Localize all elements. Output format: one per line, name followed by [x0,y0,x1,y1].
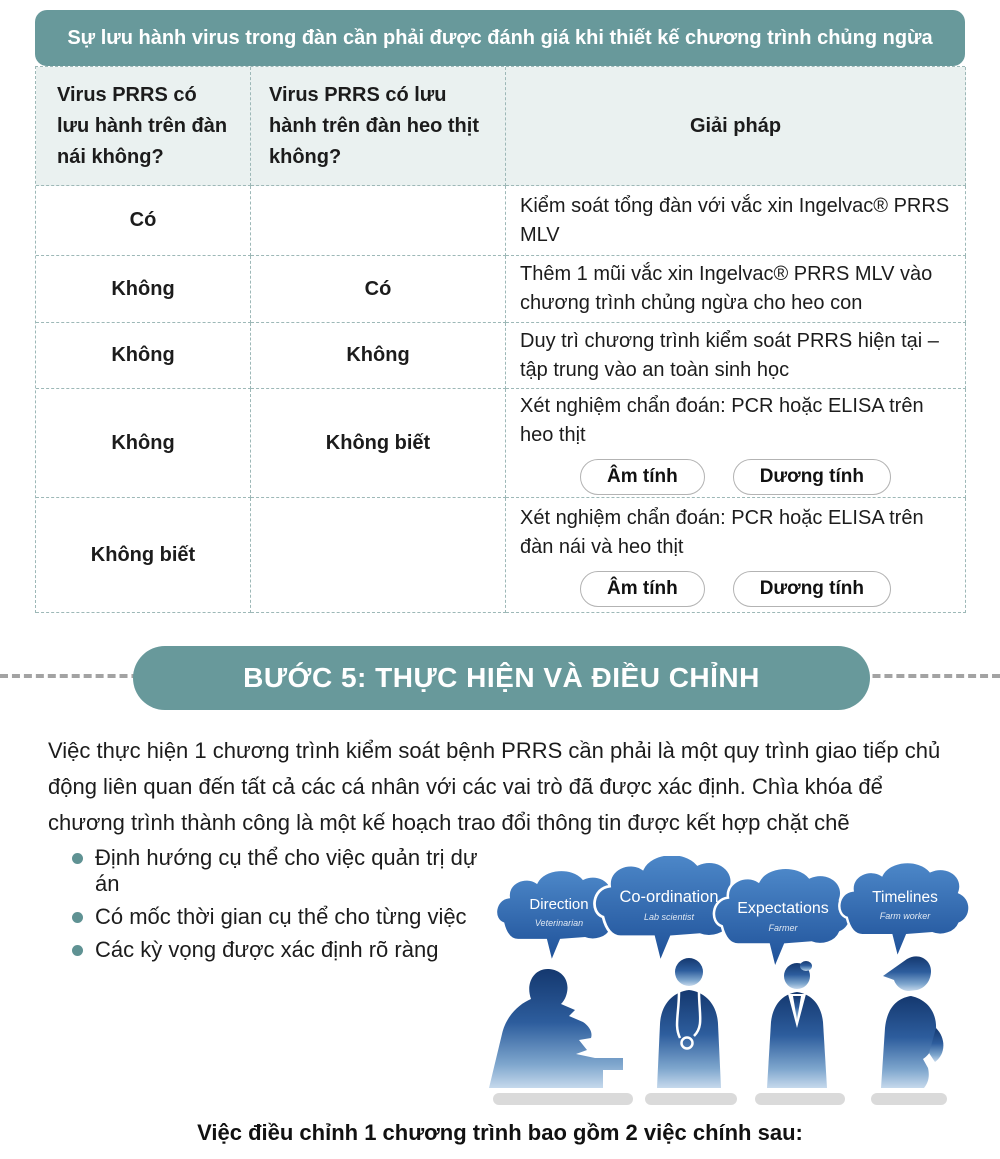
header-finisher-column [251,67,506,186]
list-item [72,845,502,897]
bullet-text: Có mốc thời gian cụ thể cho từng việc [95,904,467,929]
positive-result-button[interactable]: Dương tính [733,459,891,495]
table-row-5-sow: Không biết [36,498,251,613]
bubble-subtitle-farm-worker: Farm worker [879,911,931,921]
circulation-assessment-banner [35,10,965,66]
farm-worker-silhouette [881,956,943,1088]
table-row-2-solution [506,256,966,323]
header-sow-label: Virus PRRS có lưu hành trên đàn nái không? [57,83,228,168]
table-row-4-solution [506,389,966,498]
test-result-buttons [520,459,951,495]
table-row-1-solution [506,186,966,256]
header-solution-label: Giải pháp [689,114,782,137]
header-solution-column [506,67,966,186]
table-row-2-sow: Không [36,256,251,323]
veterinarian-silhouette [657,958,721,1088]
table-row-3-finisher: Không [251,323,506,389]
bubble-subtitle-lab-scientist: Lab scientist [643,912,695,922]
lab-scientist-silhouette [489,969,623,1088]
solution-text: Thêm 1 mũi vắc xin Ingelvac® PRRS MLV vào chương trình chủng ngừa cho heo con [520,263,933,314]
table-row-4-finisher: Không biết [251,389,506,498]
roles-illustration-svg [483,856,995,1111]
farmer-silhouette [767,961,827,1088]
step5-heading-text: BƯỚC 5: THỰC HIỆN VÀ ĐIỀU CHỈNH [243,662,760,693]
bubble-subtitle-veterinarian: Veterinarian [534,918,584,928]
table-row-5-finisher [251,498,506,613]
list-item [72,904,502,930]
solution-text: Kiểm soát tổng đàn với vắc xin Ingelvac® PRRS MLV [520,194,950,246]
negative-result-button[interactable]: Âm tính [580,459,705,495]
table-row-3-solution [506,323,966,389]
bullet-dot-icon [72,853,83,864]
communication-roles-illustration [483,856,995,1111]
list-item [72,937,502,963]
header-finisher-label: Virus PRRS có lưu hành trên đàn heo thịt không? [269,83,479,168]
table-row-1-sow: Có [36,186,251,256]
bullet-dot-icon [72,945,83,956]
bullet-text: Các kỳ vọng được xác định rõ ràng [95,937,439,962]
bubble-subtitle-farmer: Farmer [768,923,798,933]
table-row-5-solution [506,498,966,613]
banner-text: Sự lưu hành virus trong đàn cần phải được đánh giá khi thiết kế chương trình chủng ngừa [67,26,933,49]
ground-shadows [493,1093,947,1105]
solution-text: Xét nghiệm chẩn đoán: PCR hoặc ELISA trên đàn nái và heo thịt [520,506,924,558]
adjustment-heading: Việc điều chỉnh 1 chương trình bao gồm 2 việc chính sau: [197,1120,803,1145]
solution-text: Xét nghiệm chẩn đoán: PCR hoặc ELISA trên heo thịt [520,394,924,446]
bullet-text: Định hướng cụ thể cho việc quản trị dự án [95,845,478,896]
table-row-2-finisher: Có [251,256,506,323]
bubble-title-coordination: Co-ordination [619,888,719,906]
bubble-title-expectations: Expectations [737,900,829,917]
bubble-title-timelines: Timelines [872,889,938,906]
bubble-title-direction: Direction [529,896,589,913]
implementation-paragraph: Việc thực hiện 1 chương trình kiểm soát bệnh PRRS cần phải là một quy trình giao tiếp chủ động liên quan đến tất cả các cá nhân với các vai trò đã được xác định. Chìa khóa để chương trình thành công là một kế hoạch trao đổi thông tin được kết hợp chặt chẽ [48,738,941,835]
expectations-bubble [714,868,851,969]
table-row-3-sow: Không [36,323,251,389]
bullet-dot-icon [72,912,83,923]
test-result-buttons [520,571,951,607]
positive-result-button[interactable]: Dương tính [733,571,891,607]
negative-result-button[interactable]: Âm tính [580,571,705,607]
header-sow-column [36,67,251,186]
communication-bullet-list [72,845,502,970]
table-row-4-sow: Không [36,389,251,498]
prrs-decision-table [35,66,965,613]
table-row-1-finisher [251,186,506,256]
step5-heading-pill [133,646,870,710]
solution-text: Duy trì chương trình kiểm soát PRRS hiện tại – tập trung vào an toàn sinh học [520,329,939,381]
